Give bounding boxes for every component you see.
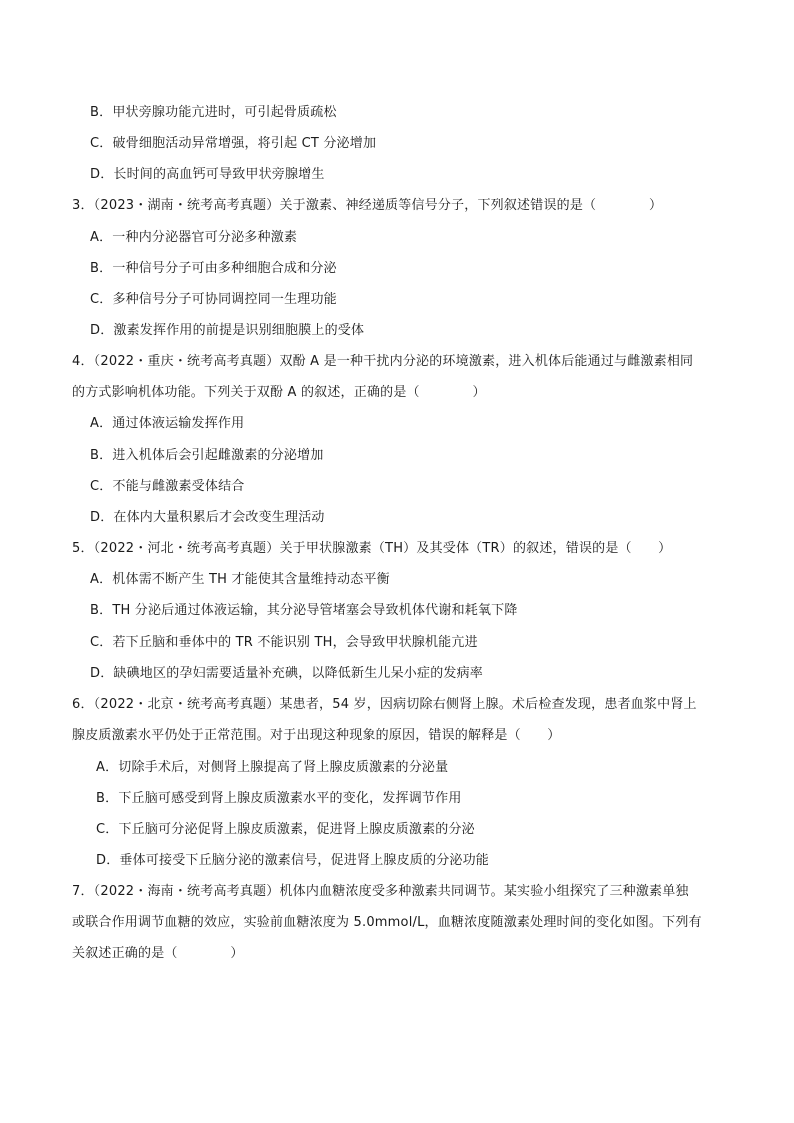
q3-option-d: D．激素发挥作用的前提是识别细胞膜上的受体 xyxy=(90,323,365,338)
q6-stem-line-2: 腺皮质激素水平仍处于正常范围。对于出现这种现象的原因，错误的解释是（ ） xyxy=(72,728,561,743)
q3-option-a: A．一种内分泌器官可分泌多种激素 xyxy=(90,230,298,245)
q5-option-d: D．缺碘地区的孕妇需要适量补充碘，以降低新生儿呆小症的发病率 xyxy=(90,666,484,681)
q2-option-d: D．长时间的高血钙可导致甲状旁腺增生 xyxy=(90,167,325,182)
q5-stem: 5．（2022・河北・统考高考真题）关于甲状腺激素（TH）及其受体（TR）的叙述，错误的是（ ） xyxy=(72,541,672,556)
q6-option-c: C．下丘脑可分泌促肾上腺皮质激素，促进肾上腺皮质激素的分泌 xyxy=(96,822,475,837)
q4-option-c: C．不能与雌激素受体结合 xyxy=(90,479,245,494)
q6-option-b: B．下丘脑可感受到肾上腺皮质激素水平的变化，发挥调节作用 xyxy=(96,791,462,806)
q3-stem: 3．（2023・湖南・统考高考真题）关于激素、神经递质等信号分子，下列叙述错误的是（ ） xyxy=(72,198,663,213)
q3-option-b: B．一种信号分子可由多种细胞合成和分泌 xyxy=(90,261,337,276)
q4-option-a: A．通过体液运输发挥作用 xyxy=(90,416,245,431)
q5-option-c: C．若下丘脑和垂体中的 TR 不能识别 TH，会导致甲状腺机能亢进 xyxy=(90,635,478,650)
q3-option-c: C．多种信号分子可协同调控同一生理功能 xyxy=(90,292,337,307)
q2-option-b: B．甲状旁腺功能亢进时，可引起骨质疏松 xyxy=(90,105,337,120)
q7-stem-line-1: 7．（2022・海南・统考高考真题）机体内血糖浓度受多种激素共同调节。某实验小组探究了三种激素单独 xyxy=(72,884,689,899)
q4-stem-line-1: 4．（2022・重庆・统考高考真题）双酚 A 是一种干扰内分泌的环境激素，进入机体后能通过与雌激素相同 xyxy=(72,354,694,369)
q6-stem-line-1: 6．（2022・北京・统考高考真题）某患者，54 岁，因病切除右侧肾上腺。术后检查发现，患者血浆中肾上 xyxy=(72,697,697,712)
q7-stem-line-2: 或联合作用调节血糖的效应，实验前血糖浓度为 5.0mmol/L，血糖浓度随激素处理时间的变化如图。下列有 xyxy=(72,915,702,930)
q2-option-c: C．破骨细胞活动异常增强，将引起 CT 分泌增加 xyxy=(90,136,377,151)
q4-stem-line-2: 的方式影响机体功能。下列关于双酚 A 的叙述，正确的是（ ） xyxy=(72,385,486,400)
q7-stem-line-3: 关叙述正确的是（ ） xyxy=(72,946,244,961)
q4-option-b: B．进入机体后会引起雌激素的分泌增加 xyxy=(90,448,324,463)
q6-option-d: D．垂体可接受下丘脑分泌的激素信号，促进肾上腺皮质的分泌功能 xyxy=(96,853,490,868)
q6-option-a: A．切除手术后，对侧肾上腺提高了肾上腺皮质激素的分泌量 xyxy=(96,760,449,775)
q5-option-b: B．TH 分泌后通过体液运输，其分泌导管堵塞会导致机体代谢和耗氧下降 xyxy=(90,603,518,618)
q5-option-a: A．机体需不断产生 TH 才能使其含量维持动态平衡 xyxy=(90,572,390,587)
q4-option-d: D．在体内大量积累后才会改变生理活动 xyxy=(90,510,325,525)
